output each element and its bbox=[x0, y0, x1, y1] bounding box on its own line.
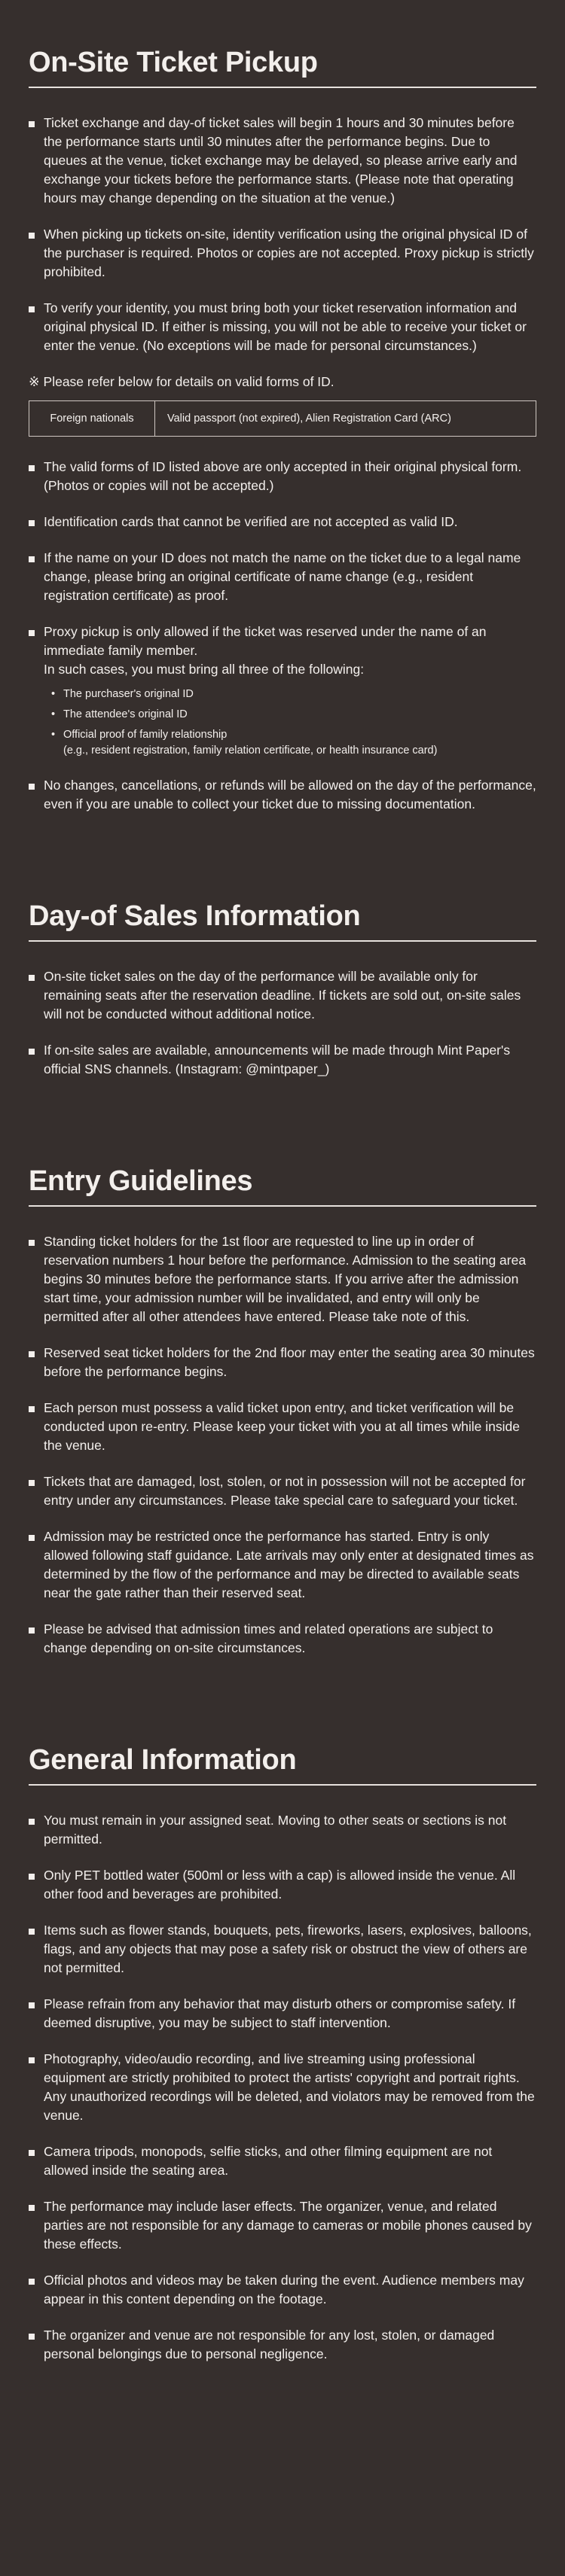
sub-item-text: Official proof of family relationship bbox=[63, 729, 228, 741]
list-item: The valid forms of ID listed above are only accepted in their original physical form. (Photos or copies will not be accepted.) bbox=[29, 458, 536, 495]
list-item: To verify your identity, you must bring both your ticket reservation information and original physical ID. If either is missing, you will not be able to receive your ticket or enter the venue. (No exceptions will be made for personal circumstances.) bbox=[29, 299, 536, 355]
list-item: The organizer and venue are not responsible for any lost, stolen, or damaged personal belongings due to personal negligence. bbox=[29, 2326, 536, 2364]
sub-item bbox=[47, 727, 536, 759]
list-item: Please be advised that admission times and related operations are subject to change depending on on-site circumstances. bbox=[29, 1620, 536, 1658]
bullet-list bbox=[29, 1232, 536, 1658]
list-item: Standing ticket holders for the 1st floor are requested to line up in order of reservation numbers 1 hour before the performance. Admission to the seating area begins 30 minutes before the performance starts. If you arrive after the admission start time, your admission number will be invalidated, and entry will only be permitted after all other attendees have entered. Please take note of this. bbox=[29, 1232, 536, 1326]
section-entry-guidelines bbox=[29, 1165, 536, 1658]
section-day-of-sales bbox=[29, 900, 536, 1079]
bullet-list bbox=[29, 458, 536, 814]
section-title: On-Site Ticket Pickup bbox=[29, 47, 536, 88]
list-item: If the name on your ID does not match the name on the ticket due to a legal name change, please bring an original certificate of name change (e.g., resident registration certificate) as proof. bbox=[29, 549, 536, 605]
list-item: Tickets that are damaged, lost, stolen, or not in possession will not be accepted for entry under any circumstances. Please take special care to safeguard your ticket. bbox=[29, 1472, 536, 1510]
section-title: Day-of Sales Information bbox=[29, 900, 536, 942]
proxy-lead-2: In such cases, you must bring all three of the following: bbox=[44, 662, 365, 677]
list-item: Each person must possess a valid ticket upon entry, and ticket verification will be conducted upon re-entry. Please keep your ticket with you at all times while inside the venue. bbox=[29, 1399, 536, 1455]
list-item: Admission may be restricted once the performance has started. Entry is only allowed following staff guidance. Late arrivals may only enter at designated times as determined by the flow of the performance and may be directed to available seats near the gate rather than their reserved seat. bbox=[29, 1527, 536, 1603]
valid-id-table bbox=[29, 400, 536, 437]
list-item: You must remain in your assigned seat. Moving to other seats or sections is not permitted. bbox=[29, 1811, 536, 1849]
list-item: On-site ticket sales on the day of the performance will be available only for remaining seats after the reservation deadline. If tickets are sold out, on-site sales will not be conducted without additional notice. bbox=[29, 967, 536, 1024]
list-item: Only PET bottled water (500ml or less with a cap) is allowed inside the venue. All other food and beverages are prohibited. bbox=[29, 1866, 536, 1904]
list-item: If on-site sales are available, announcements will be made through Mint Paper's official SNS channels. (Instagram: @mintpaper_) bbox=[29, 1041, 536, 1079]
list-item: When picking up tickets on-site, identity verification using the original physical ID of the purchaser is required. Photos or copies are not accepted. Proxy pickup is strictly prohibited. bbox=[29, 225, 536, 282]
list-item: Items such as flower stands, bouquets, pets, fireworks, lasers, explosives, balloons, flags, and any objects that may pose a safety risk or obstruct the view of others are not permitted. bbox=[29, 1921, 536, 1978]
id-list-cell: Valid passport (not expired), Alien Registration Card (ARC) bbox=[155, 401, 536, 437]
list-item: The performance may include laser effects. The organizer, venue, and related parties are not responsible for any damage to cameras or mobile phones caused by these effects. bbox=[29, 2197, 536, 2254]
list-item: Ticket exchange and day-of ticket sales will begin 1 hours and 30 minutes before the performance starts until 30 minutes after the performance begins. Due to queues at the venue, ticket exchange may be delayed, so please arrive early and exchange your tickets before the performance starts. (Please note that operating hours may change depending on the situation at the venue.) bbox=[29, 114, 536, 208]
section-onsite-pickup bbox=[29, 47, 536, 814]
bullet-list bbox=[29, 114, 536, 355]
bullet-list bbox=[29, 1811, 536, 2364]
list-item: Reserved seat ticket holders for the 2nd floor may enter the seating area 30 minutes before the performance begins. bbox=[29, 1344, 536, 1381]
id-note: ※ Please refer below for details on valid forms of ID. bbox=[29, 374, 334, 389]
list-item: Identification cards that cannot be verified are not accepted as valid ID. bbox=[29, 513, 536, 531]
list-item-proxy bbox=[29, 623, 536, 759]
list-item: Photography, video/audio recording, and live streaming using professional equipment are strictly prohibited to protect the artists' copyright and portrait rights. Any unauthorized recordings will be deleted, and violators may be removed from the venue. bbox=[29, 2050, 536, 2125]
list-item: Please refrain from any behavior that may disturb others or compromise safety. If deemed disruptive, you may be subject to staff intervention. bbox=[29, 1995, 536, 2032]
proxy-requirements bbox=[47, 687, 536, 759]
sub-item-note: (e.g., resident registration, family relation certificate, or health insurance card) bbox=[63, 744, 438, 757]
bullet-list bbox=[29, 967, 536, 1079]
list-item: Official photos and videos may be taken during the event. Audience members may appear in this content depending on the footage. bbox=[29, 2271, 536, 2309]
sub-item: • The purchaser's original ID bbox=[47, 687, 536, 702]
id-type-cell: Foreign nationals bbox=[29, 401, 155, 437]
list-item: Camera tripods, monopods, selfie sticks, and other filming equipment are not allowed inside the seating area. bbox=[29, 2142, 536, 2180]
section-title: General Information bbox=[29, 1744, 536, 1786]
table-row bbox=[29, 401, 536, 437]
section-title: Entry Guidelines bbox=[29, 1165, 536, 1207]
proxy-lead: Proxy pickup is only allowed if the ticket was reserved under the name of an immediate family member. bbox=[44, 624, 487, 658]
list-item: No changes, cancellations, or refunds will be allowed on the day of the performance, even if you are unable to collect your ticket due to missing documentation. bbox=[29, 776, 536, 814]
sub-item: • The attendee's original ID bbox=[47, 707, 536, 723]
section-general-information bbox=[29, 1744, 536, 2364]
